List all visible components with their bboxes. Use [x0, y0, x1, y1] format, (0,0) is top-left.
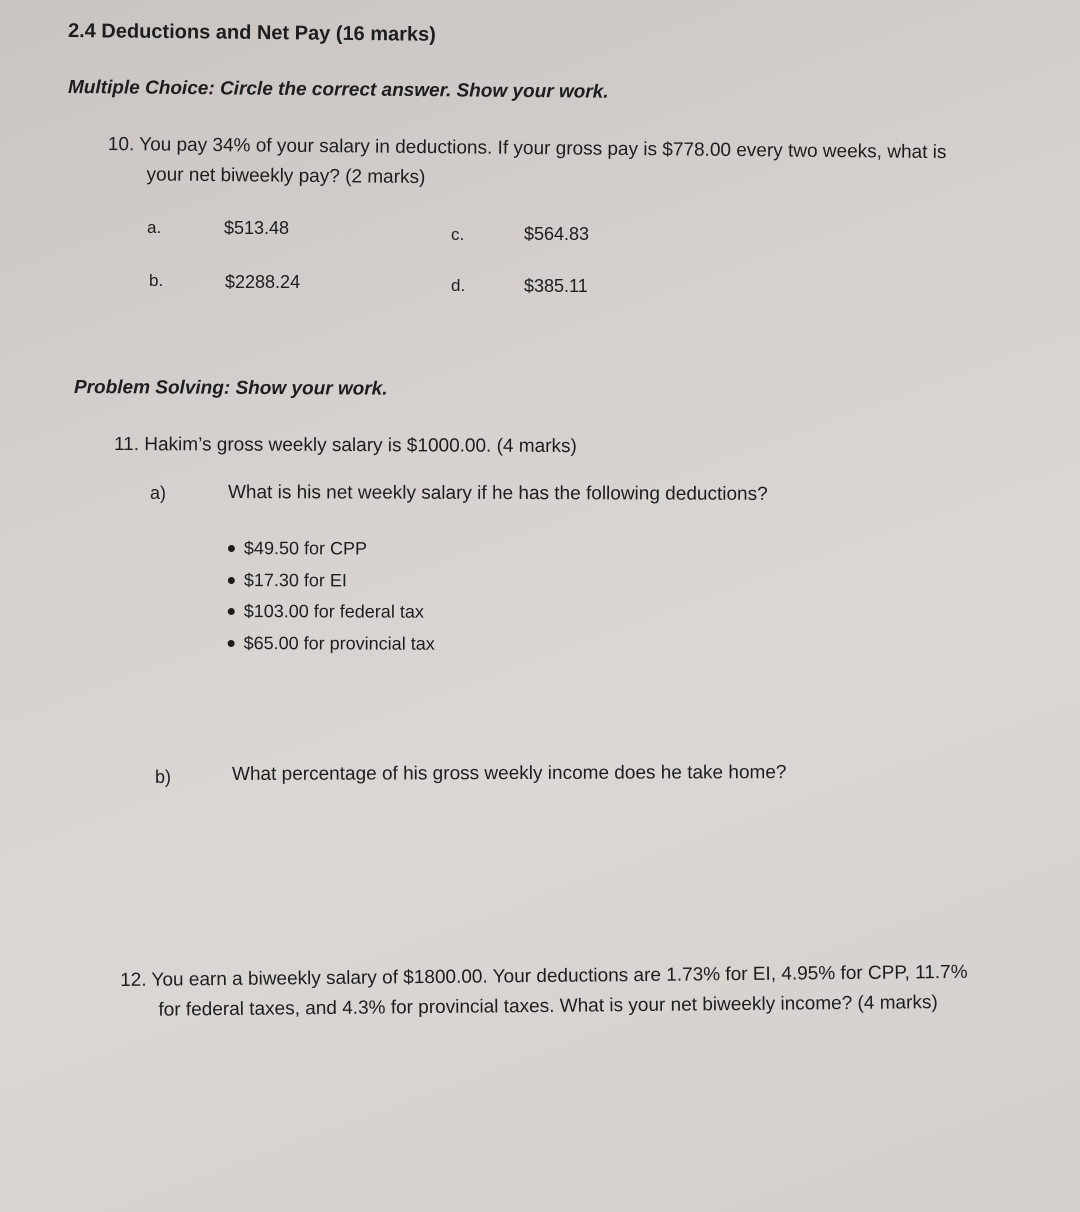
part-b-label: b)	[155, 767, 172, 787]
bullet-icon	[228, 577, 235, 584]
question-10	[107, 130, 946, 198]
deduction-text: $17.30 for EI	[243, 569, 347, 590]
option-d-value: $385.11	[524, 276, 588, 296]
option-c-letter: c.	[451, 225, 465, 244]
option-c-value: $564.83	[524, 224, 590, 244]
option-b-value: $2288.24	[225, 272, 301, 292]
deduction-text: $65.00 for provincial tax	[243, 632, 435, 654]
question-12	[120, 958, 968, 1026]
question-12-line-1: 12. You earn a biweekly salary of $1800.00. Your deductions are 1.73% for EI, 4.95% for CPP, 11.7%	[120, 961, 968, 991]
bullet-icon	[228, 608, 235, 615]
multiple-choice-heading: Multiple Choice: Circle the correct answer. Show your work.	[67, 77, 609, 103]
question-12-line-2: for federal taxes, and 4.3% for provincial taxes. What is your net biweekly income? (4 marks)	[158, 992, 938, 1021]
option-a-value: $513.48	[224, 218, 290, 238]
bullet-icon	[228, 545, 235, 552]
deduction-item	[228, 564, 435, 596]
option-a-letter: a.	[147, 218, 162, 237]
bullet-icon	[228, 640, 235, 647]
option-b-letter: b.	[149, 271, 164, 290]
deduction-item	[228, 596, 435, 628]
problem-solving-heading: Problem Solving: Show your work.	[73, 377, 388, 400]
worksheet-title: 2.4 Deductions and Net Pay (16 marks)	[67, 20, 437, 46]
option-d-letter: d.	[451, 276, 466, 295]
part-a-label: a)	[150, 483, 167, 503]
question-11: 11. Hakim’s gross weekly salary is $1000.00. (4 marks)	[113, 434, 577, 458]
question-10-line-2: your net biweekly pay? (2 marks)	[146, 164, 426, 189]
part-b-question: What percentage of his gross weekly income does he take home?	[231, 762, 787, 785]
deduction-text: $103.00 for federal tax	[243, 601, 424, 622]
deduction-text: $49.50 for CPP	[243, 538, 368, 559]
deductions-list	[228, 533, 436, 660]
deduction-item	[228, 533, 435, 565]
question-10-line-1: 10. You pay 34% of your salary in deductions. If your gross pay is $778.00 every two weeks, what is	[107, 133, 947, 164]
part-a-question: What is his net weekly salary if he has the following deductions?	[227, 482, 768, 505]
deduction-item	[228, 627, 435, 659]
